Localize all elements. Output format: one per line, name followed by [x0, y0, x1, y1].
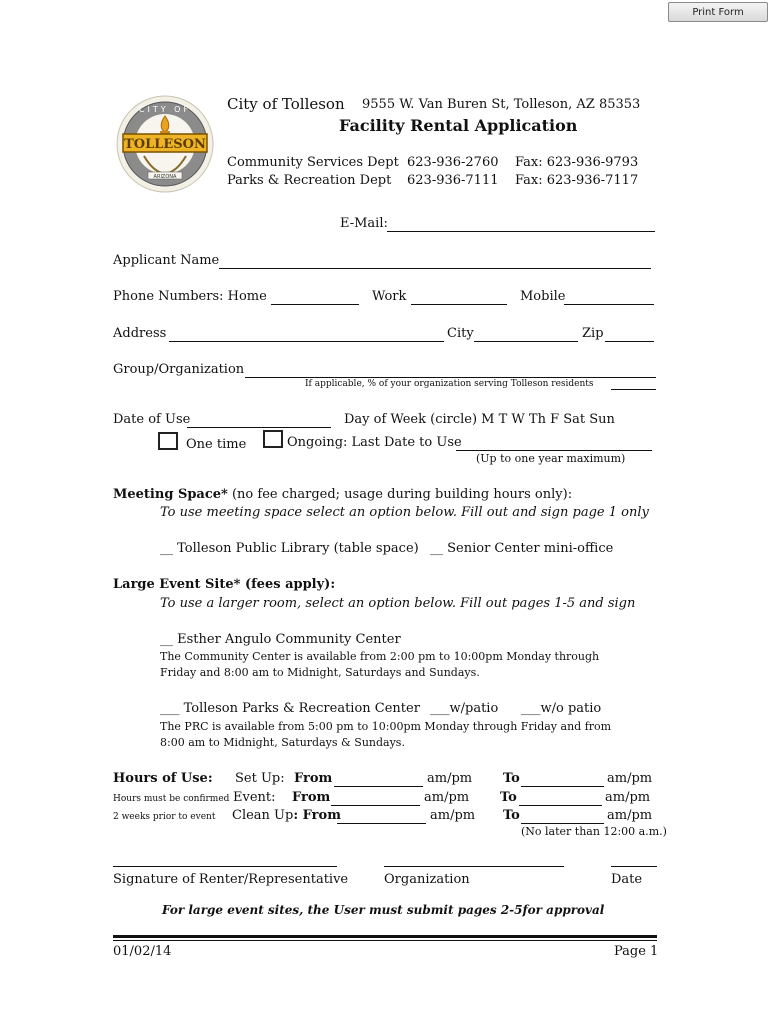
approval-notice: For large event sites, the User must submit pages 2-5for approval [162, 903, 605, 917]
large-event-instruction: To use a larger room, select an option below. Fill out pages 1-5 and sign [160, 596, 636, 611]
prc-no-patio-option[interactable]: ___w/o patio [521, 701, 602, 716]
day-of-week-label: Day of Week (circle) M T W Th F Sat Sun [344, 412, 615, 427]
event-label: Event: [233, 790, 276, 805]
ongoing-label: Ongoing: Last Date to Use [287, 435, 462, 450]
dept2-name: Parks & Recreation Dept [227, 173, 392, 188]
footer-rule-thick [113, 935, 657, 938]
date-label: Date [611, 872, 643, 887]
applicant-name-field[interactable] [219, 253, 651, 269]
logo-state: ARIZONA [153, 174, 177, 180]
phone-home-field[interactable] [271, 289, 359, 305]
city-field[interactable] [474, 326, 578, 342]
event-to-ampm: am/pm [605, 790, 651, 805]
event-from-label: From [292, 790, 331, 805]
group-percent-field[interactable] [611, 379, 656, 390]
prc-patio-option[interactable]: ___w/patio [430, 701, 499, 716]
phone-mobile-label: Mobile [520, 289, 566, 304]
large-event-heading: Large Event Site* (fees apply): [113, 577, 336, 592]
one-time-label: One time [186, 437, 247, 452]
prc-desc-1: The PRC is available from 5:00 pm to 10:00pm Monday through Friday and from [160, 720, 612, 733]
setup-from-label: From [294, 771, 333, 786]
phone-home-label: Phone Numbers: Home [113, 289, 267, 304]
organization-line[interactable] [384, 866, 564, 867]
event-to-label: To [500, 790, 517, 805]
footer-date: 01/02/14 [113, 944, 172, 959]
city-address: 9555 W. Van Buren St, Tolleson, AZ 85353 [362, 97, 641, 112]
address-field[interactable] [169, 326, 444, 342]
cleanup-to-field[interactable] [521, 808, 604, 824]
group-percent-note: If applicable, % of your organization serving Tolleson residents [305, 379, 594, 389]
phone-work-label: Work [372, 289, 407, 304]
email-label: E-Mail: [340, 216, 388, 231]
city-label: City [447, 326, 474, 341]
form-title: Facility Rental Application [339, 116, 578, 135]
event-from-field[interactable] [331, 790, 420, 806]
cleanup-to-label: To [503, 808, 520, 823]
dept1-name: Community Services Dept [227, 155, 399, 170]
event-from-ampm: am/pm [424, 790, 470, 805]
meeting-space-heading: Meeting Space* (no fee charged; usage during building hours only): [113, 487, 573, 502]
senior-center-option[interactable]: __ Senior Center mini-office [430, 541, 614, 556]
applicant-name-label: Applicant Name [113, 253, 220, 268]
logo-ring-text: CITY OF [138, 105, 192, 114]
cleanup-to-ampm: am/pm [607, 808, 653, 823]
cleanup-label: Clean Up: From [232, 808, 341, 823]
cleanup-from-ampm: am/pm [430, 808, 476, 823]
last-date-field[interactable] [456, 435, 652, 451]
setup-from-field[interactable] [334, 771, 423, 787]
ongoing-option[interactable] [263, 430, 462, 450]
date-of-use-field[interactable] [187, 412, 331, 428]
hours-note-2: 2 weeks prior to event [113, 812, 216, 822]
library-option[interactable]: __ Tolleson Public Library (table space) [160, 541, 419, 556]
one-time-option[interactable] [158, 432, 246, 452]
hours-heading: Hours of Use: [113, 771, 213, 786]
setup-from-ampm: am/pm [427, 771, 473, 786]
setup-to-field[interactable] [521, 771, 604, 787]
setup-to-ampm: am/pm [607, 771, 653, 786]
meeting-space-instruction: To use meeting space select an option below. Fill out and sign page 1 only [160, 505, 649, 520]
group-field[interactable] [245, 362, 656, 378]
esther-angulo-option[interactable]: __ Esther Angulo Community Center [160, 632, 401, 647]
setup-label: Set Up: [235, 771, 285, 786]
email-field[interactable] [387, 216, 655, 232]
organization-label: Organization [384, 872, 470, 887]
cleanup-from-field[interactable] [337, 808, 426, 824]
hours-limit-note: (No later than 12:00 a.m.) [521, 825, 667, 838]
zip-label: Zip [582, 326, 604, 341]
setup-to-label: To [503, 771, 520, 786]
date-line[interactable] [611, 866, 657, 867]
dept1-phone: 623-936-2760 [407, 155, 499, 170]
city-seal-logo [114, 92, 216, 196]
signature-line[interactable] [113, 866, 337, 867]
logo-name: TOLLESON [124, 137, 206, 152]
esther-angulo-desc-1: The Community Center is available from 2:00 pm to 10:00pm Monday through [160, 650, 600, 663]
ongoing-checkbox[interactable] [263, 430, 283, 448]
dept2-fax: Fax: 623-936-7117 [515, 173, 639, 188]
phone-work-field[interactable] [411, 289, 507, 305]
cleanup-from-label: : From [293, 808, 341, 823]
prc-option[interactable]: ___ Tolleson Parks & Recreation Center [160, 701, 420, 716]
date-of-use-label: Date of Use [113, 412, 191, 427]
footer-rule-thin [113, 940, 657, 941]
max-duration-note: (Up to one year maximum) [476, 452, 626, 465]
esther-angulo-desc-2: Friday and 8:00 am to Midnight, Saturdays and Sundays. [160, 666, 480, 679]
dept1-fax: Fax: 623-936-9793 [515, 155, 639, 170]
print-form-button[interactable]: Print Form [668, 2, 768, 22]
one-time-checkbox[interactable] [158, 432, 178, 450]
address-label: Address [113, 326, 167, 341]
dept2-phone: 623-936-7111 [407, 173, 499, 188]
page-number: Page 1 [614, 944, 659, 959]
phone-mobile-field[interactable] [564, 289, 654, 305]
prc-desc-2: 8:00 am to Midnight, Saturdays & Sundays. [160, 736, 405, 749]
zip-field[interactable] [605, 326, 654, 342]
event-to-field[interactable] [519, 790, 602, 806]
signature-label: Signature of Renter/Representative [113, 872, 349, 887]
group-label: Group/Organization [113, 362, 245, 377]
hours-note-1: Hours must be confirmed [113, 794, 230, 804]
city-name: City of Tolleson [227, 95, 345, 113]
